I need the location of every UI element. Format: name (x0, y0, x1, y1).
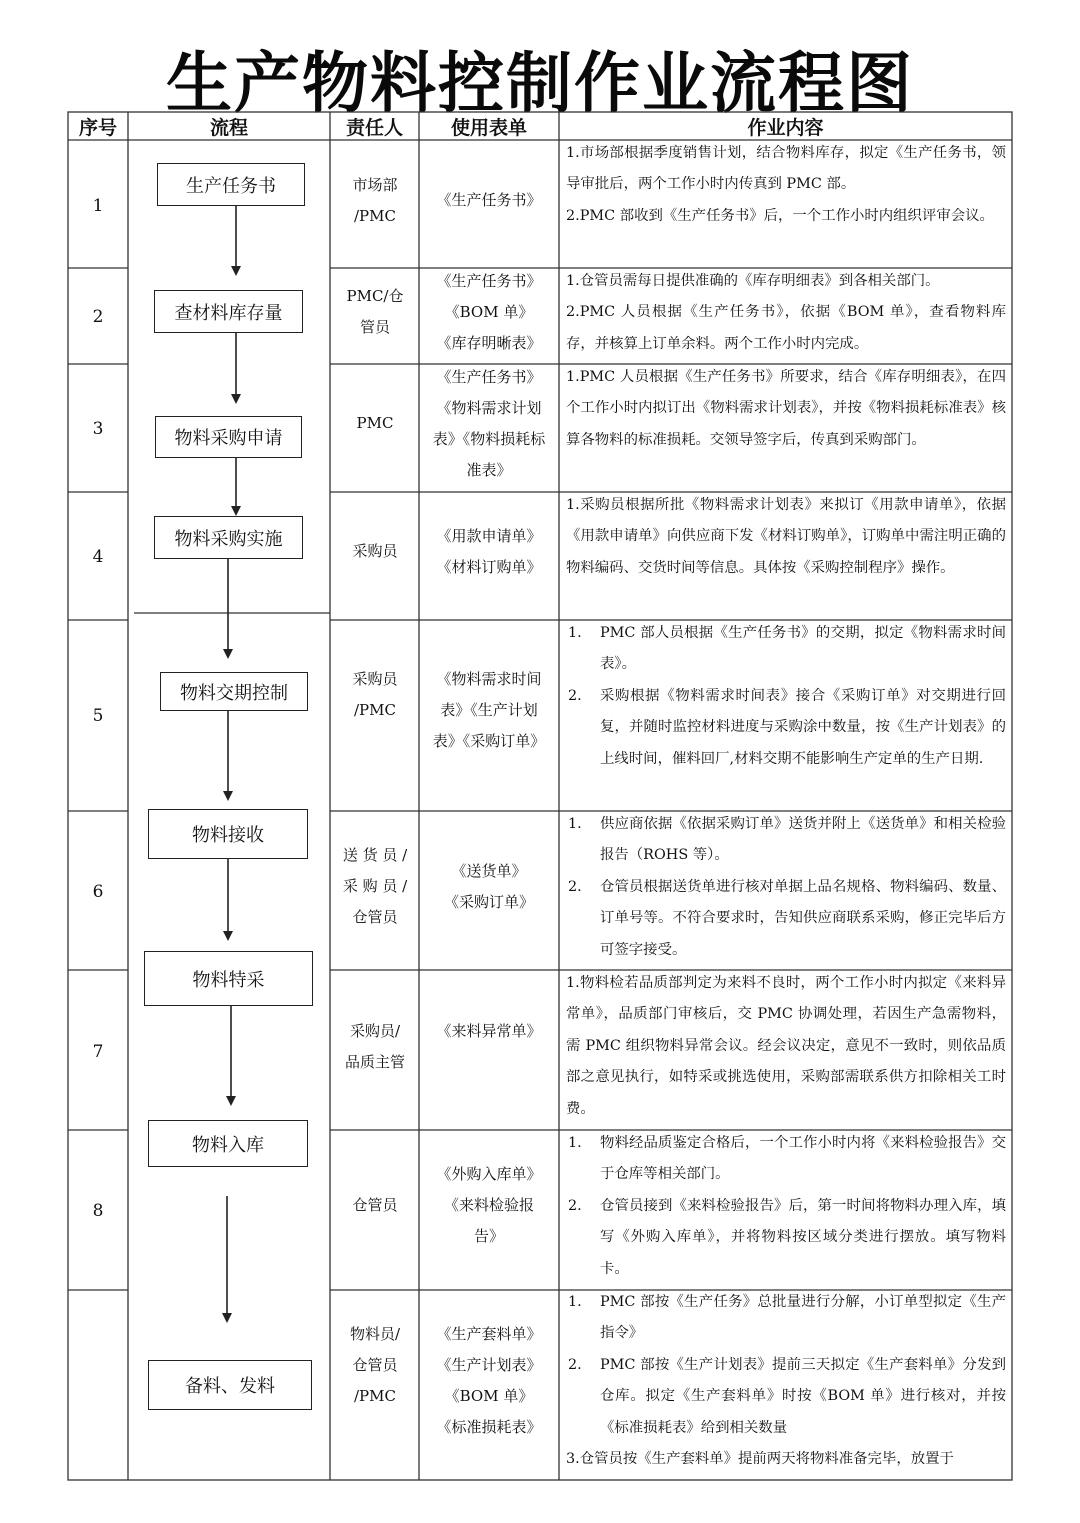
flow-step-material-issue: 备料、发料 (148, 1360, 312, 1410)
row-number: 2 (92, 307, 104, 327)
flow-step-special-acceptance: 物料特采 (144, 951, 313, 1006)
forms-cell: 《物料需求时间 表》《生产计划 表》《采购订单》 (432, 670, 546, 750)
forms-cell: 《用款申请单》 《材料订购单》 (436, 527, 542, 576)
flow-arrow (226, 1006, 236, 1106)
header-flow: 流程 (209, 116, 248, 139)
flow-step-production-task: 生产任务书 (157, 163, 305, 206)
content-cell: 1. 物料经品质鉴定合格后，一个工作小时内将《来料检验报告》交于仓库等相关部门。 2. 仓管员接到《来料检验报告》后，第一时间将物料办理入库，填写《外购入库单》，并将物料按区域分类进行摆放。填写物料卡。 (568, 1135, 1006, 1277)
header-seq: 序号 (78, 116, 117, 139)
flow-step-check-inventory: 查材料库存量 (154, 290, 303, 333)
forms-cell: 《送货单》 《采购订单》 (443, 862, 534, 911)
owner-cell: 物料员/ 仓管员 /PMC (349, 1325, 401, 1405)
flow-arrow (231, 458, 241, 516)
forms-cell: 《生产任务书》 《物料需求计划 表》《物料损耗标 准表》 (432, 368, 546, 479)
content-cell: 1.物料检若品质部判定为来料不良时，两个工作小时内拟定《来料异常单》，品质部门审核后，交 PMC 协调处理，若因生产急需物料，需 PMC 组织物料异常会议。经会议决定，意见不一致时，则依品质部之意见执行，如特采或挑选使用，采购部需联系供方扣除相关工时费。 (566, 975, 1006, 1117)
owner-cell: 采购员/ 品质主管 (344, 1022, 405, 1071)
flow-step-purchase-request: 物料采购申请 (155, 416, 302, 458)
header-content: 作业内容 (747, 116, 824, 139)
flow-arrow (223, 711, 233, 801)
page-title: 生产物料控制作业流程图 (166, 45, 914, 122)
owner-cell: 市场部 /PMC (352, 176, 398, 225)
flow-arrow (231, 333, 241, 404)
content-cell: 1.仓管员需每日提供准确的《库存明细表》到各相关部门。 2.PMC 人员根据《生产任务书》，依据《BOM 单》，查看物料库存，并核算上订单余料。两个工作小时内完成。 (566, 273, 1006, 352)
row-number: 1 (92, 196, 104, 216)
content-cell: 1. PMC 部按《生产任务》总批量进行分解，小订单型拟定《生产指令》 2. PMC 部按《生产计划表》提前三天拟定《生产套料单》分发到仓库。拟定《生产套料单》时按《BOM 单》进行核对，并按《标准损耗表》给到相关数量 3.仓管员按《生产套料单》提前两天将物料准备完毕，放置于 (566, 1294, 1006, 1468)
header-owner: 责任人 (345, 116, 403, 139)
row-number: 7 (92, 1042, 104, 1062)
row-number: 4 (92, 547, 104, 567)
flow-step-warehousing: 物料入库 (148, 1120, 308, 1167)
content-cell: 1. PMC 部人员根据《生产任务书》的交期，拟定《物料需求时间表》。 2. 采购根据《物料需求时间表》接合《采购订单》对交期进行回复，并随时监控材料进度与采购涂中数量，按《生产计划表》的上线时间，催料回厂,材料交期不能影响生产定单的生产日期. (568, 625, 1006, 767)
row-number: 5 (92, 706, 104, 726)
owner-cell: 送 货 员 / 采 购 员 / 仓管员 (342, 846, 408, 926)
forms-cell: 《生产任务书》 (436, 191, 542, 209)
content-cell: 1. 供应商依据《依据采购订单》送货并附上《送货单》和相关检验报告（ROHS 等）。 2. 仓管员根据送货单进行核对单据上品名规格、物料编码、数量、订单号等。不符合要求时，告知供应商联系采购，修正完毕后方可签字接受。 (568, 816, 1006, 958)
flow-arrow (223, 859, 233, 941)
flow-arrow (231, 206, 241, 276)
flow-step-material-receiving: 物料接收 (148, 809, 308, 859)
flow-step-delivery-control: 物料交期控制 (160, 672, 308, 711)
owner-cell: 仓管员 (352, 1196, 398, 1214)
owner-cell: 采购员 /PMC (352, 670, 398, 719)
row-number: 3 (92, 419, 104, 439)
content-cell: 1.PMC 人员根据《生产任务书》所要求，结合《库存明细表》，在四个工作小时内拟订出《物料需求计划表》，并按《物料损耗标准表》核算各物料的标准损耗。交领导签字后，传真到采购部门。 (566, 369, 1006, 448)
forms-cell: 《生产任务书》 《BOM 单》 《库存明晰表》 (436, 272, 542, 352)
flow-step-purchase-execution: 物料采购实施 (154, 516, 303, 559)
flow-arrow (222, 1196, 232, 1323)
owner-cell: 采购员 (352, 542, 398, 560)
forms-cell: 《外购入库单》 《来料检验报 告》 (436, 1165, 542, 1245)
content-cell: 1.市场部根据季度销售计划，结合物料库存，拟定《生产任务书，领导审批后，两个工作小时内传真到 PMC 部。 2.PMC 部收到《生产任务书》后，一个工作小时内组织评审会议。 (566, 145, 1006, 224)
content-cell: 1.采购员根据所批《物料需求计划表》来拟订《用款申请单》，依据《用款申请单》向供应商下发《材料订购单》，订购单中需注明正确的物料编码、交货时间等信息。具体按《采购控制程序》操作。 (566, 497, 1006, 576)
owner-cell: PMC/仓 管员 (346, 287, 404, 336)
forms-cell: 《来料异常单》 (436, 1022, 542, 1040)
owner-cell: PMC (356, 414, 394, 432)
flow-arrow (223, 559, 233, 659)
header-forms: 使用表单 (450, 116, 527, 139)
row-number: 8 (92, 1201, 104, 1221)
row-number: 6 (92, 882, 104, 902)
forms-cell: 《生产套料单》 《生产计划表》 《BOM 单》 《标准损耗表》 (436, 1325, 542, 1436)
